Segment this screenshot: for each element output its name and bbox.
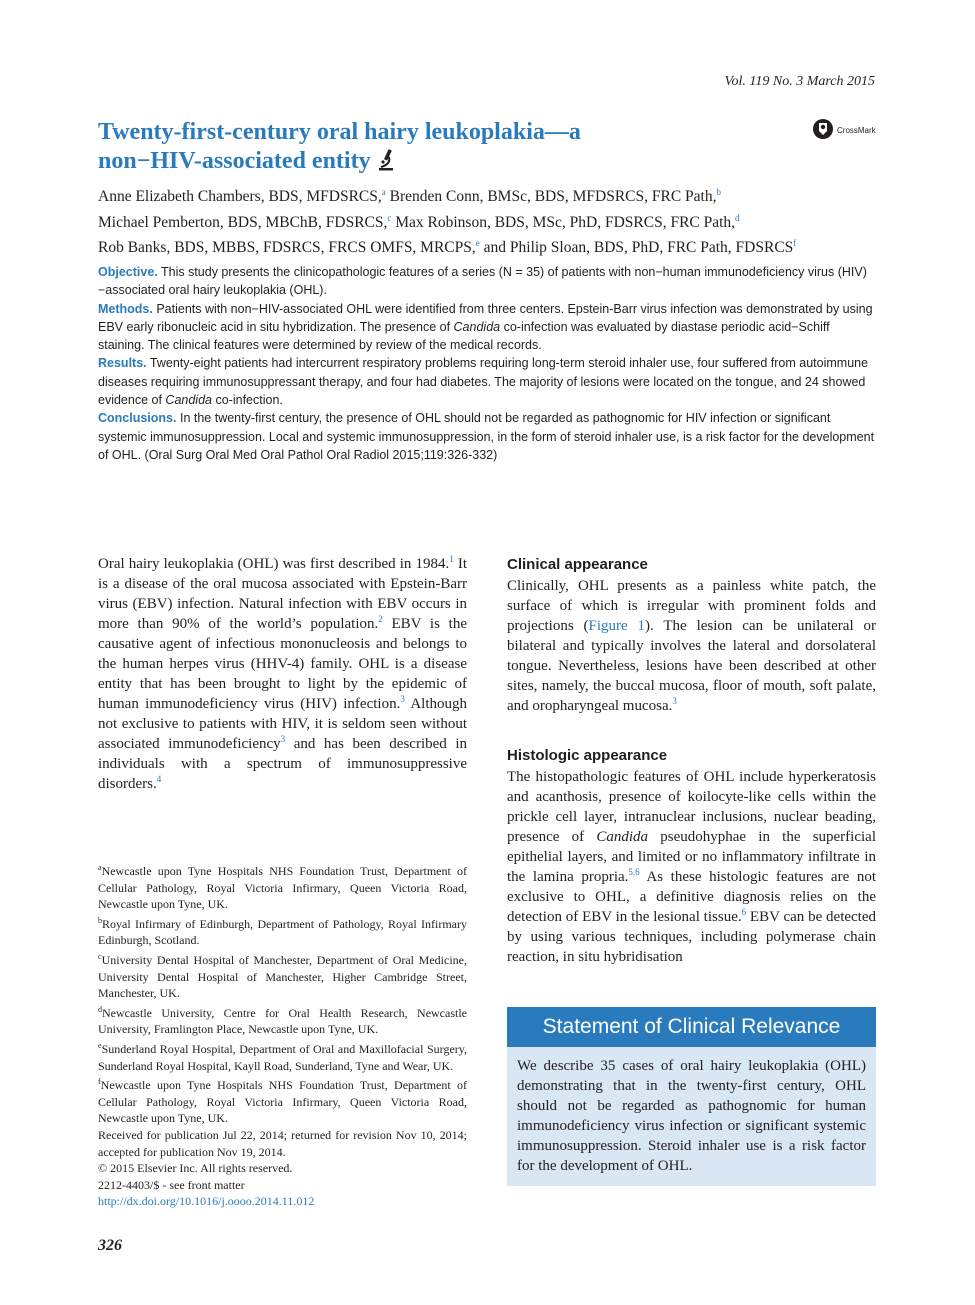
- intro-paragraph: [98, 554, 467, 794]
- copyright: © 2015 Elsevier Inc. All rights reserved.: [98, 1161, 293, 1176]
- abstract-results: [98, 354, 876, 409]
- reference-link[interactable]: 1: [449, 554, 454, 564]
- abstract-conclusions: [98, 409, 876, 464]
- histologic-text: EBV can be detected by using various techniques, including polymerase chain reaction, in situ hybridisation: [507, 909, 877, 965]
- author-affil-marker[interactable]: b: [716, 187, 721, 197]
- affiliation-marker: d: [98, 1004, 102, 1014]
- journal-issue: Vol. 119 No. 3 March 2015: [724, 74, 875, 89]
- abstract-objective-text: This study presents the clinicopathologic features of a series (N = 35) of patients with non−human immunodeficiency virus (HIV)−associated oral hairy leukoplakia (OHL).: [98, 265, 867, 298]
- abstract-results-text-2: co-infection.: [215, 393, 283, 408]
- histologic-text: pseudohyphae in the superficial epithelial layers, and limited or no inflammatory infiltrate in the lamina propria.: [507, 829, 876, 885]
- abstract-methods-italic: Candida: [453, 319, 501, 334]
- abstract-conclusions-label: Conclusions.: [98, 411, 177, 426]
- affiliation-marker: b: [98, 915, 102, 925]
- abstract-methods-text: Patients with non−HIV-associated OHL were identified from three centers. Epstein-Barr virus infection was demonstrated by using EBV early ribonucleic acid in situ hybridization. The presence of: [98, 301, 873, 334]
- author-name: Max Robinson, BDS, MSc, PhD, FDSRCS, FRC Path,: [395, 213, 736, 231]
- abstract-results-italic: Candida: [165, 393, 212, 408]
- article-title: [98, 118, 738, 179]
- affiliation-item: [98, 949, 467, 1002]
- affiliation-text: Sunderland Royal Hospital, Department of Oral and Maxillofacial Surgery, Sunderland Royal Hospital, Kayll Road, Sunderland, Tyne and Wear, UK.: [98, 1041, 467, 1073]
- author-affil-marker[interactable]: c: [387, 212, 392, 223]
- abstract-conclusions-text: In the twenty-first century, the presence of OHL should not be regarded as pathognomic for HIV infection or significant systemic immunosuppression. Local and systemic immunosuppression, in the form of steroid inhaler use, is a risk factor for the development of OHL. (Oral Surg Oral Med Oral Pathol Oral Radiol 2015;119:326-332): [98, 411, 875, 462]
- author-name: Anne Elizabeth Chambers, BDS, MFDSRCS,: [98, 188, 382, 206]
- reference-link[interactable]: 3: [400, 694, 405, 704]
- abstract-results-text: Twenty-eight patients had intercurrent respiratory problems requiring long-term steroid inhaler use, four suffered from autoimmune diseases requiring immunosuppressant therapy, and four had diabetes. The majority of lesions were located on the tongue, and 24 showed evidence of: [98, 356, 869, 408]
- author-affil-marker[interactable]: f: [793, 238, 797, 249]
- affiliation-marker: a: [98, 863, 102, 872]
- abstract-objective: [98, 263, 876, 300]
- reference-link[interactable]: 2: [378, 614, 383, 624]
- histologic-text: The histopathologic features of OHL include hyperkeratosis and acanthosis, presence of koilocyte-like cells within the prickle cell layer, intranuclear inclusions, nuclear beading, presence of: [507, 769, 876, 845]
- crossmark-icon: [812, 118, 834, 142]
- affiliation-text: University Dental Hospital of Manchester, Department of Oral Medicine, University Dental Hospital of Manchester, Higher Cambridge Street, Manchester, UK.: [98, 952, 467, 1001]
- intro-text: Although not exclusive to patients with HIV, it is seldom seen without associated immunodeficiency: [98, 696, 467, 752]
- intro-text: Oral hairy leukoplakia (OHL) was first described in 1984.: [98, 556, 450, 572]
- abstract-results-label: Results.: [98, 356, 147, 371]
- abstract-methods: [98, 300, 876, 355]
- issn: 2212-4403/$ - see front matter: [98, 1177, 245, 1192]
- abstract-objective-label: Objective.: [98, 265, 158, 279]
- crossmark-label: CrossMark: [837, 125, 876, 135]
- affiliations: [98, 860, 467, 1210]
- clinical-paragraph: [507, 576, 876, 716]
- intro-text: It is a disease of the oral mucosa associated with Epstein-Barr virus (EBV) infection. Natural infection with EBV occurs in more than 90% of the world’s population.: [98, 556, 467, 632]
- intro-text: EBV is the causative agent of infectious mononucleosis and belongs to the human herpes virus (HHV-4) family. OHL is a disease entity that has been brought to light by the epidemic of human immunodeficiency virus (HIV) infection.: [98, 616, 467, 712]
- author-name: and Philip Sloan, BDS, PhD, FRC Path, FDSRCS: [483, 239, 794, 257]
- figure-link[interactable]: Figure 1: [588, 618, 646, 634]
- author-list: [98, 182, 878, 259]
- received-dates: Received for publication Jul 22, 2014; returned for revision Nov 10, 2014; accepted for publication Nov 19, 2014.: [98, 1127, 467, 1159]
- author-name: Brenden Conn, BMSc, BDS, MFDSRCS, FRC Path,: [389, 188, 717, 206]
- clinical-text: Clinically, OHL presents as a painless white patch, the surface of which is irregular with prominent folds and projections (: [507, 578, 876, 634]
- abstract-methods-text-2: co-infection was evaluated by diastase periodic acid−Schiff staining. The clinical features were determined by review of the medical records.: [98, 319, 830, 353]
- section-heading-histologic: Histologic appearance: [507, 747, 668, 764]
- author-name: Rob Banks, BDS, MBBS, FDSRCS, FRCS OMFS, MRCPS,: [98, 239, 476, 257]
- affiliation-text: Newcastle upon Tyne Hospitals NHS Foundation Trust, Department of Cellular Pathology, Royal Victoria Infirmary, Queen Victoria Road, Newcastle upon Tyne, UK.: [98, 864, 467, 912]
- page-number: 326: [98, 1237, 122, 1254]
- section-heading-clinical: Clinical appearance: [507, 556, 648, 573]
- histologic-paragraph: [507, 767, 876, 967]
- abstract: [98, 263, 876, 464]
- abstract-methods-label: Methods.: [98, 301, 153, 316]
- histologic-text: As these histologic features are not exclusive to OHL, a definitive diagnosis relies on the detection of EBV in the lesional tissue.: [507, 869, 876, 925]
- intro-text: and has been described in individuals with a spectrum of immunosuppressive disorders.: [98, 736, 467, 792]
- affiliation-item: [98, 1074, 467, 1127]
- clinical-relevance-title: Statement of Clinical Relevance: [507, 1007, 876, 1047]
- reference-link[interactable]: 3: [672, 696, 677, 706]
- author-affil-marker[interactable]: e: [475, 238, 480, 249]
- histologic-italic: Candida: [596, 829, 649, 845]
- reference-link[interactable]: 6: [741, 907, 747, 917]
- affiliation-marker: e: [98, 1040, 102, 1050]
- clinical-text: ). The lesion can be unilateral or bilateral and typically involves the lateral and dorsolateral tongue. Nevertheless, lesions have been described at other sites, namely, the buccal mucosa, floor of mouth, soft palate, and oropharyngeal mucosa.: [507, 618, 876, 714]
- title-line-1: Twenty-first-century oral hairy leukoplakia—a: [98, 119, 581, 145]
- clinical-relevance-box: [507, 1007, 876, 1186]
- affiliation-item: [98, 1038, 467, 1074]
- title-line-2: non−HIV-associated entity: [98, 148, 371, 174]
- doi-link[interactable]: http://dx.doi.org/10.1016/j.oooo.2014.11.012: [98, 1194, 315, 1209]
- affiliation-marker: f: [98, 1077, 101, 1087]
- microscope-icon[interactable]: [377, 147, 395, 179]
- author-affil-marker[interactable]: d: [735, 212, 740, 223]
- affiliation-text: Newcastle University, Centre for Oral Health Research, Newcastle University, Framlington Place, Newcastle upon Tyne, UK.: [98, 1005, 467, 1037]
- affiliation-item: [98, 913, 467, 949]
- crossmark-badge[interactable]: [812, 118, 876, 142]
- body-right-column: [507, 554, 876, 967]
- affiliation-text: Newcastle upon Tyne Hospitals NHS Foundation Trust, Department of Cellular Pathology, Royal Victoria Infirmary, Queen Victoria Road, Newcastle upon Tyne, UK.: [98, 1078, 467, 1126]
- affiliation-item: [98, 860, 467, 913]
- reference-link[interactable]: 3: [280, 734, 286, 744]
- affiliation-text: Royal Infirmary of Edinburgh, Department of Pathology, Royal Infirmary Edinburgh, Scotland.: [98, 916, 467, 948]
- author-affil-marker[interactable]: a: [381, 187, 386, 197]
- reference-link[interactable]: 5,6: [628, 867, 640, 877]
- clinical-relevance-body: We describe 35 cases of oral hairy leukoplakia (OHL) demonstrating that in the twenty-first century, OHL should not be regarded as pathognomic for human immunodeficiency virus infection or significant systemic immunosuppression. Steroid inhaler use is a risk factor for the development of OHL.: [507, 1047, 876, 1186]
- reference-link[interactable]: 4: [156, 774, 162, 784]
- author-name: Michael Pemberton, BDS, MBChB, FDSRCS,: [98, 213, 388, 231]
- affiliation-item: [98, 1002, 467, 1038]
- affiliation-marker: c: [98, 951, 102, 961]
- intro-column: [98, 554, 467, 794]
